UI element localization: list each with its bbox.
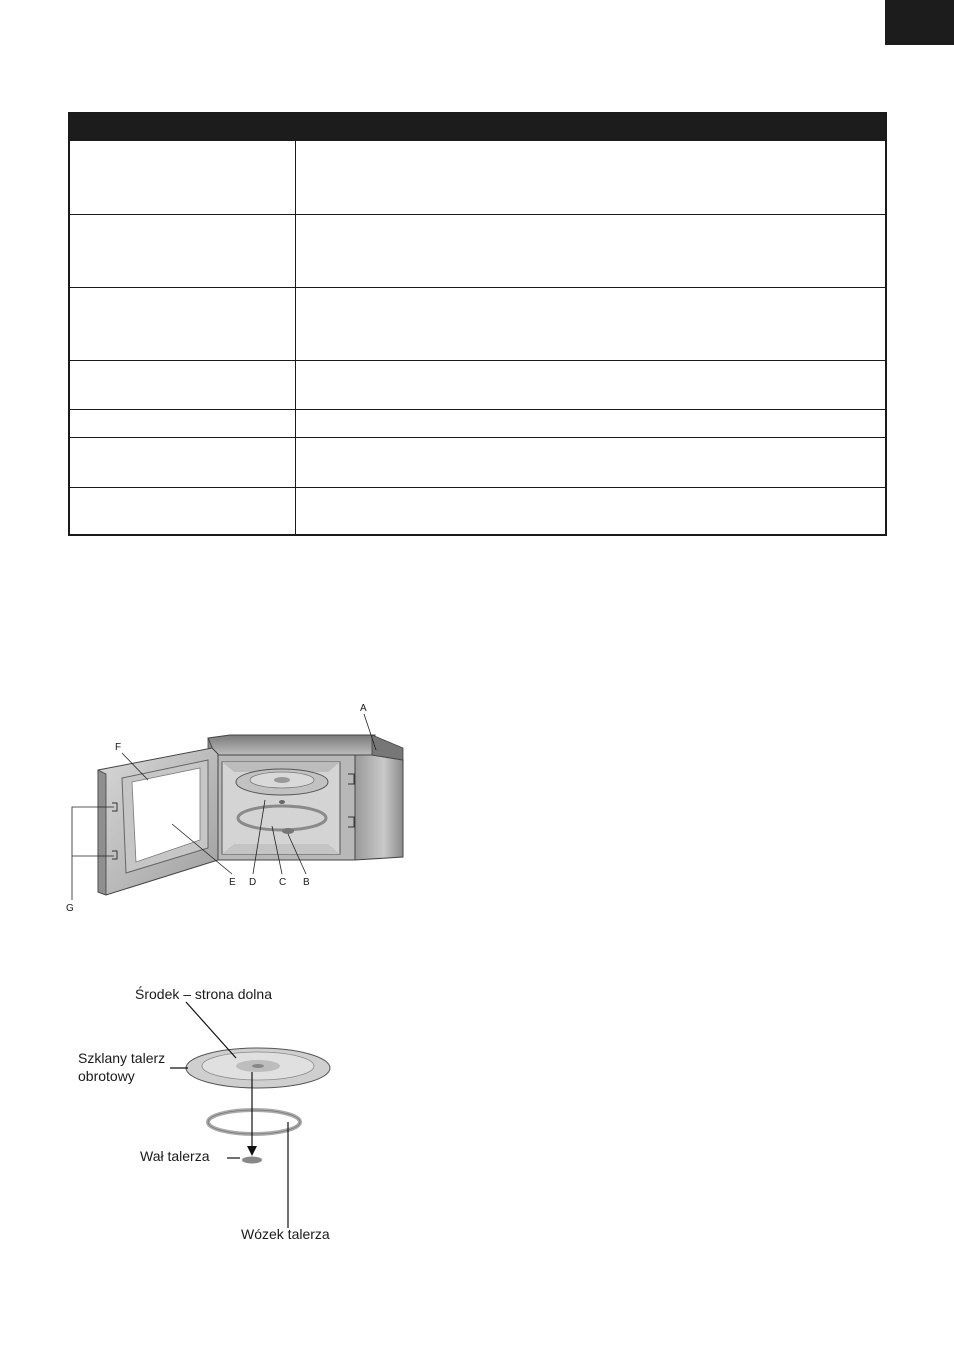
turntable-center-label: Środek – strona dolna: [135, 986, 272, 1002]
spec-row: [70, 487, 885, 534]
spec-row: [70, 141, 885, 214]
turntable-plate-label-1: Szklany talerz: [78, 1050, 166, 1066]
turntable-ring-label: Wózek talerza: [241, 1226, 330, 1242]
oven-label-b: B: [303, 877, 310, 888]
turntable-plate-label-2: obrotowy: [78, 1068, 135, 1084]
turntable-shaft-label: Wał talerza: [140, 1148, 210, 1164]
language-tab: [885, 0, 954, 45]
microwave-diagram: [60, 700, 420, 930]
turntable-diagram: [170, 1000, 350, 1240]
oven-label-c: C: [279, 877, 287, 888]
oven-label-g: G: [66, 903, 74, 914]
spec-row: [70, 409, 885, 437]
spec-row: [70, 287, 885, 360]
oven-label-a: A: [360, 703, 367, 714]
spec-row: [70, 360, 885, 409]
spec-table-header: [70, 114, 885, 141]
spec-table: [68, 112, 887, 536]
oven-label-f: F: [115, 742, 122, 753]
spec-row: [70, 437, 885, 487]
oven-label-d: D: [249, 877, 257, 888]
spec-row: [70, 214, 885, 287]
oven-label-e: E: [229, 877, 236, 888]
